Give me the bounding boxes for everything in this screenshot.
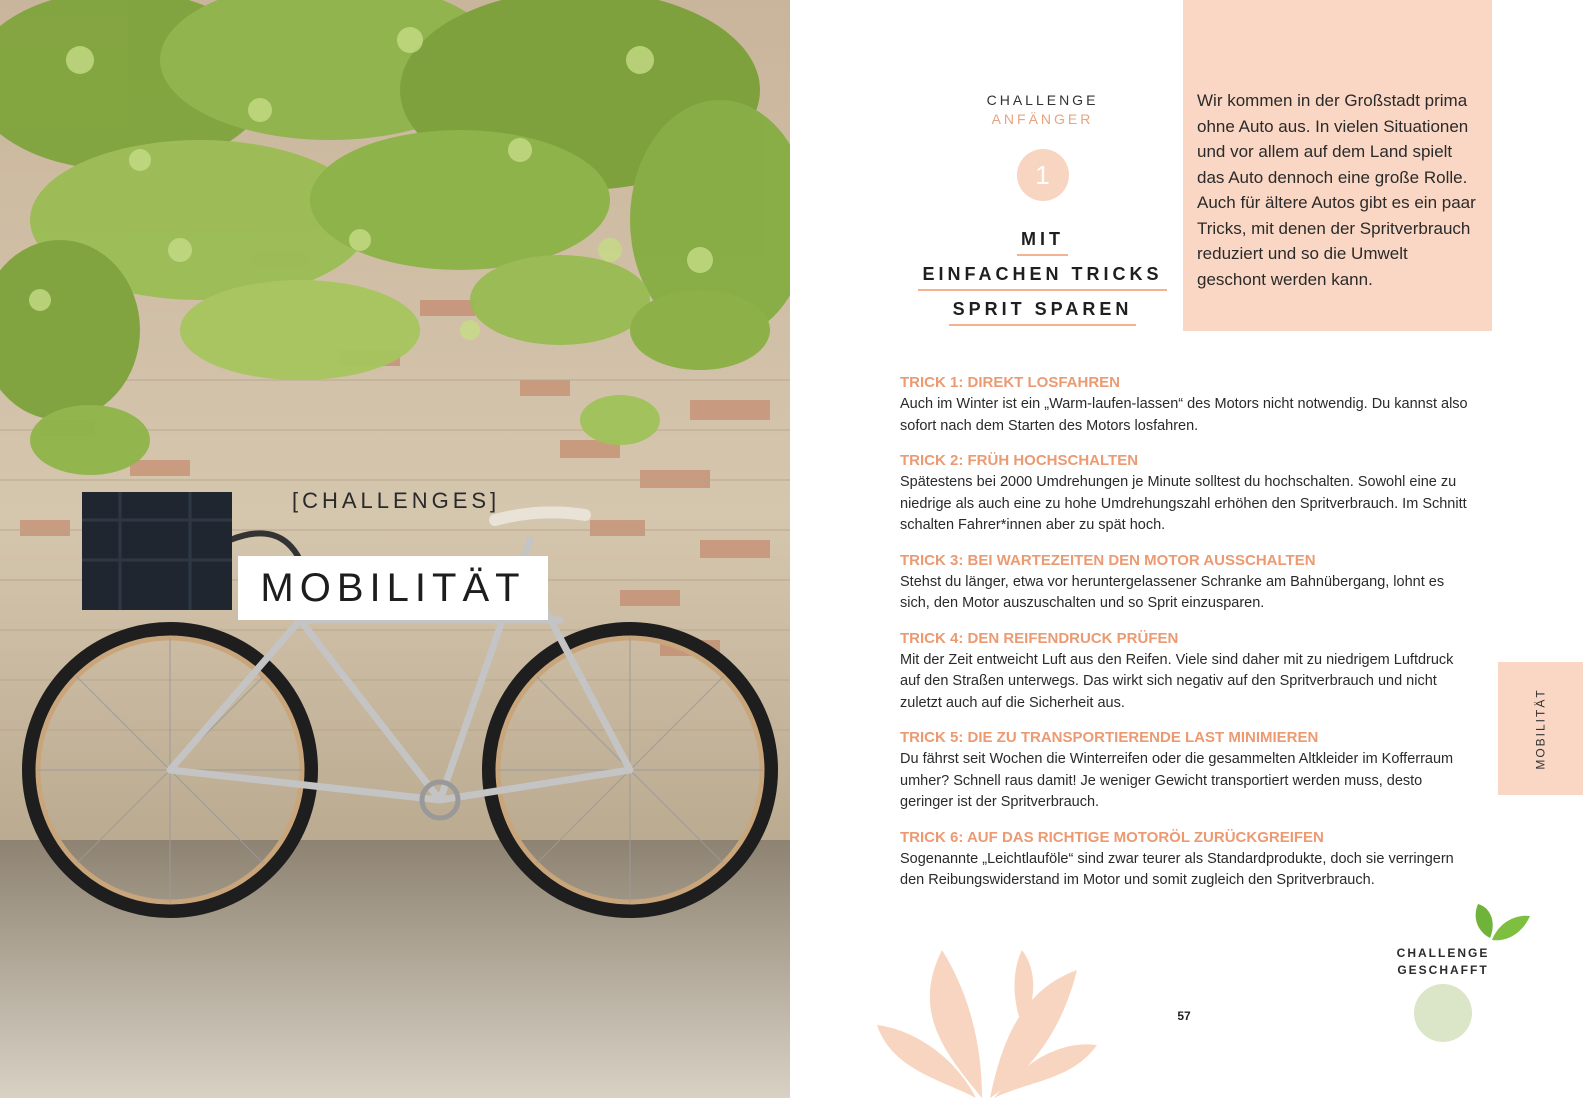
bicycle-photo-illustration (0, 0, 790, 1098)
trick-heading: TRICK 4: DEN REIFENDRUCK PRÜFEN (900, 629, 1179, 647)
trick-item (900, 452, 1470, 537)
challenge-done-line: CHALLENGE (1396, 946, 1490, 960)
trick-item (900, 552, 1470, 615)
trick-heading: TRICK 1: DIREKT LOSFAHREN (900, 374, 1121, 391)
trick-heading: TRICK 3: BEI WARTEZEITEN DEN MOTOR AUSSCHALTEN (900, 551, 1316, 569)
challenge-label: CHALLENGE (986, 92, 1099, 108)
challenge-title-line: MIT (1017, 229, 1068, 256)
trick-item (900, 729, 1470, 814)
challenge-title (900, 229, 1185, 334)
chapter-title: MOBILITÄT (260, 565, 526, 610)
challenge-number-badge: 1 (1017, 149, 1069, 201)
challenge-title-line: SPRIT SPAREN (949, 299, 1137, 326)
intro-box (1183, 0, 1492, 331)
challenge-title-line: EINFACHEN TRICKS (918, 264, 1166, 291)
trick-text: Du fährst seit Wochen die Winterreifen oder die gesammelten Altkleider im Kofferraum umher? Schnell raus damit! Je weniger Gewicht transportiert werden muss, desto geringer ist der Spritverbrauch. (900, 751, 1454, 810)
trick-heading: TRICK 2: FRÜH HOCHSCHALTEN (900, 452, 1139, 469)
trick-text: Spätestens bei 2000 Umdrehungen je Minute solltest du hochschalten. Sowohl eine zu niedrige als auch eine zu hohe Umdrehungszahl erhöhen den Spritverbrauch. Im Schnitt schalten Fahrer*innen aber zu spät hoch. (900, 474, 1467, 533)
chapter-kicker: [CHALLENGES] (292, 488, 501, 513)
trick-heading: TRICK 6: AUF DAS RICHTIGE MOTORÖL ZURÜCKGREIFEN (900, 828, 1324, 846)
trick-text: Mit der Zeit entweicht Luft aus den Reifen. Viele sind daher mit zu niedrigem Luftdruck auf den Straßen unterwegs. Das wirkt sich negativ auf den Spritverbrauch und nicht zuletzt auch auf die Sicherheit aus. (900, 651, 1454, 711)
section-side-tab (1498, 662, 1583, 795)
trick-item (900, 829, 1470, 892)
challenge-header (900, 92, 1185, 334)
trick-heading: TRICK 5: DIE ZU TRANSPORTIERENDE LAST MINIMIEREN (900, 729, 1319, 746)
tricks-list (900, 374, 1470, 907)
intro-text: Wir kommen in der Großstadt prima ohne Auto aus. In vielen Situationen und vor allem auf dem Land spielt das Auto dennoch eine große Rolle. Auch für ältere Autos gibt es ein paar Tricks, mit denen der Spritverbrauch reduziert und so die Umwelt geschont werden kann. (1197, 91, 1476, 289)
challenge-level: ANFÄNGER (991, 111, 1094, 127)
trick-item (900, 374, 1470, 437)
section-side-tab-label: MOBILITÄT (1533, 687, 1548, 770)
chapter-title-box (238, 556, 548, 620)
leaf-icon (1470, 902, 1534, 946)
challenge-done-checkbox[interactable] (1414, 984, 1472, 1042)
trick-text: Sogenannte „Leichtlauföle“ sind zwar teurer als Standardprodukte, doch sie verringern den Reibungswiderstand im Motor und somit zugleich den Spritverbrauch. (900, 850, 1454, 888)
challenge-done-line: GESCHAFFT (1397, 963, 1489, 977)
trick-text: Auch im Winter ist ein „Warm-laufen-lassen“ des Motors nicht notwendig. Du kannst also sofort nach dem Starten des Motors losfahren. (900, 396, 1468, 434)
page-number: 57 (1177, 1009, 1191, 1023)
trick-item (900, 630, 1470, 715)
flower-icon (872, 930, 1102, 1098)
trick-text: Stehst du länger, etwa vor heruntergelassener Schranke am Bahnübergang, lohnt es sich, den Motor auszuschalten und so Sprit einzusparen. (900, 573, 1445, 611)
cover-photo (0, 0, 790, 1098)
challenge-done-label (1390, 945, 1496, 979)
